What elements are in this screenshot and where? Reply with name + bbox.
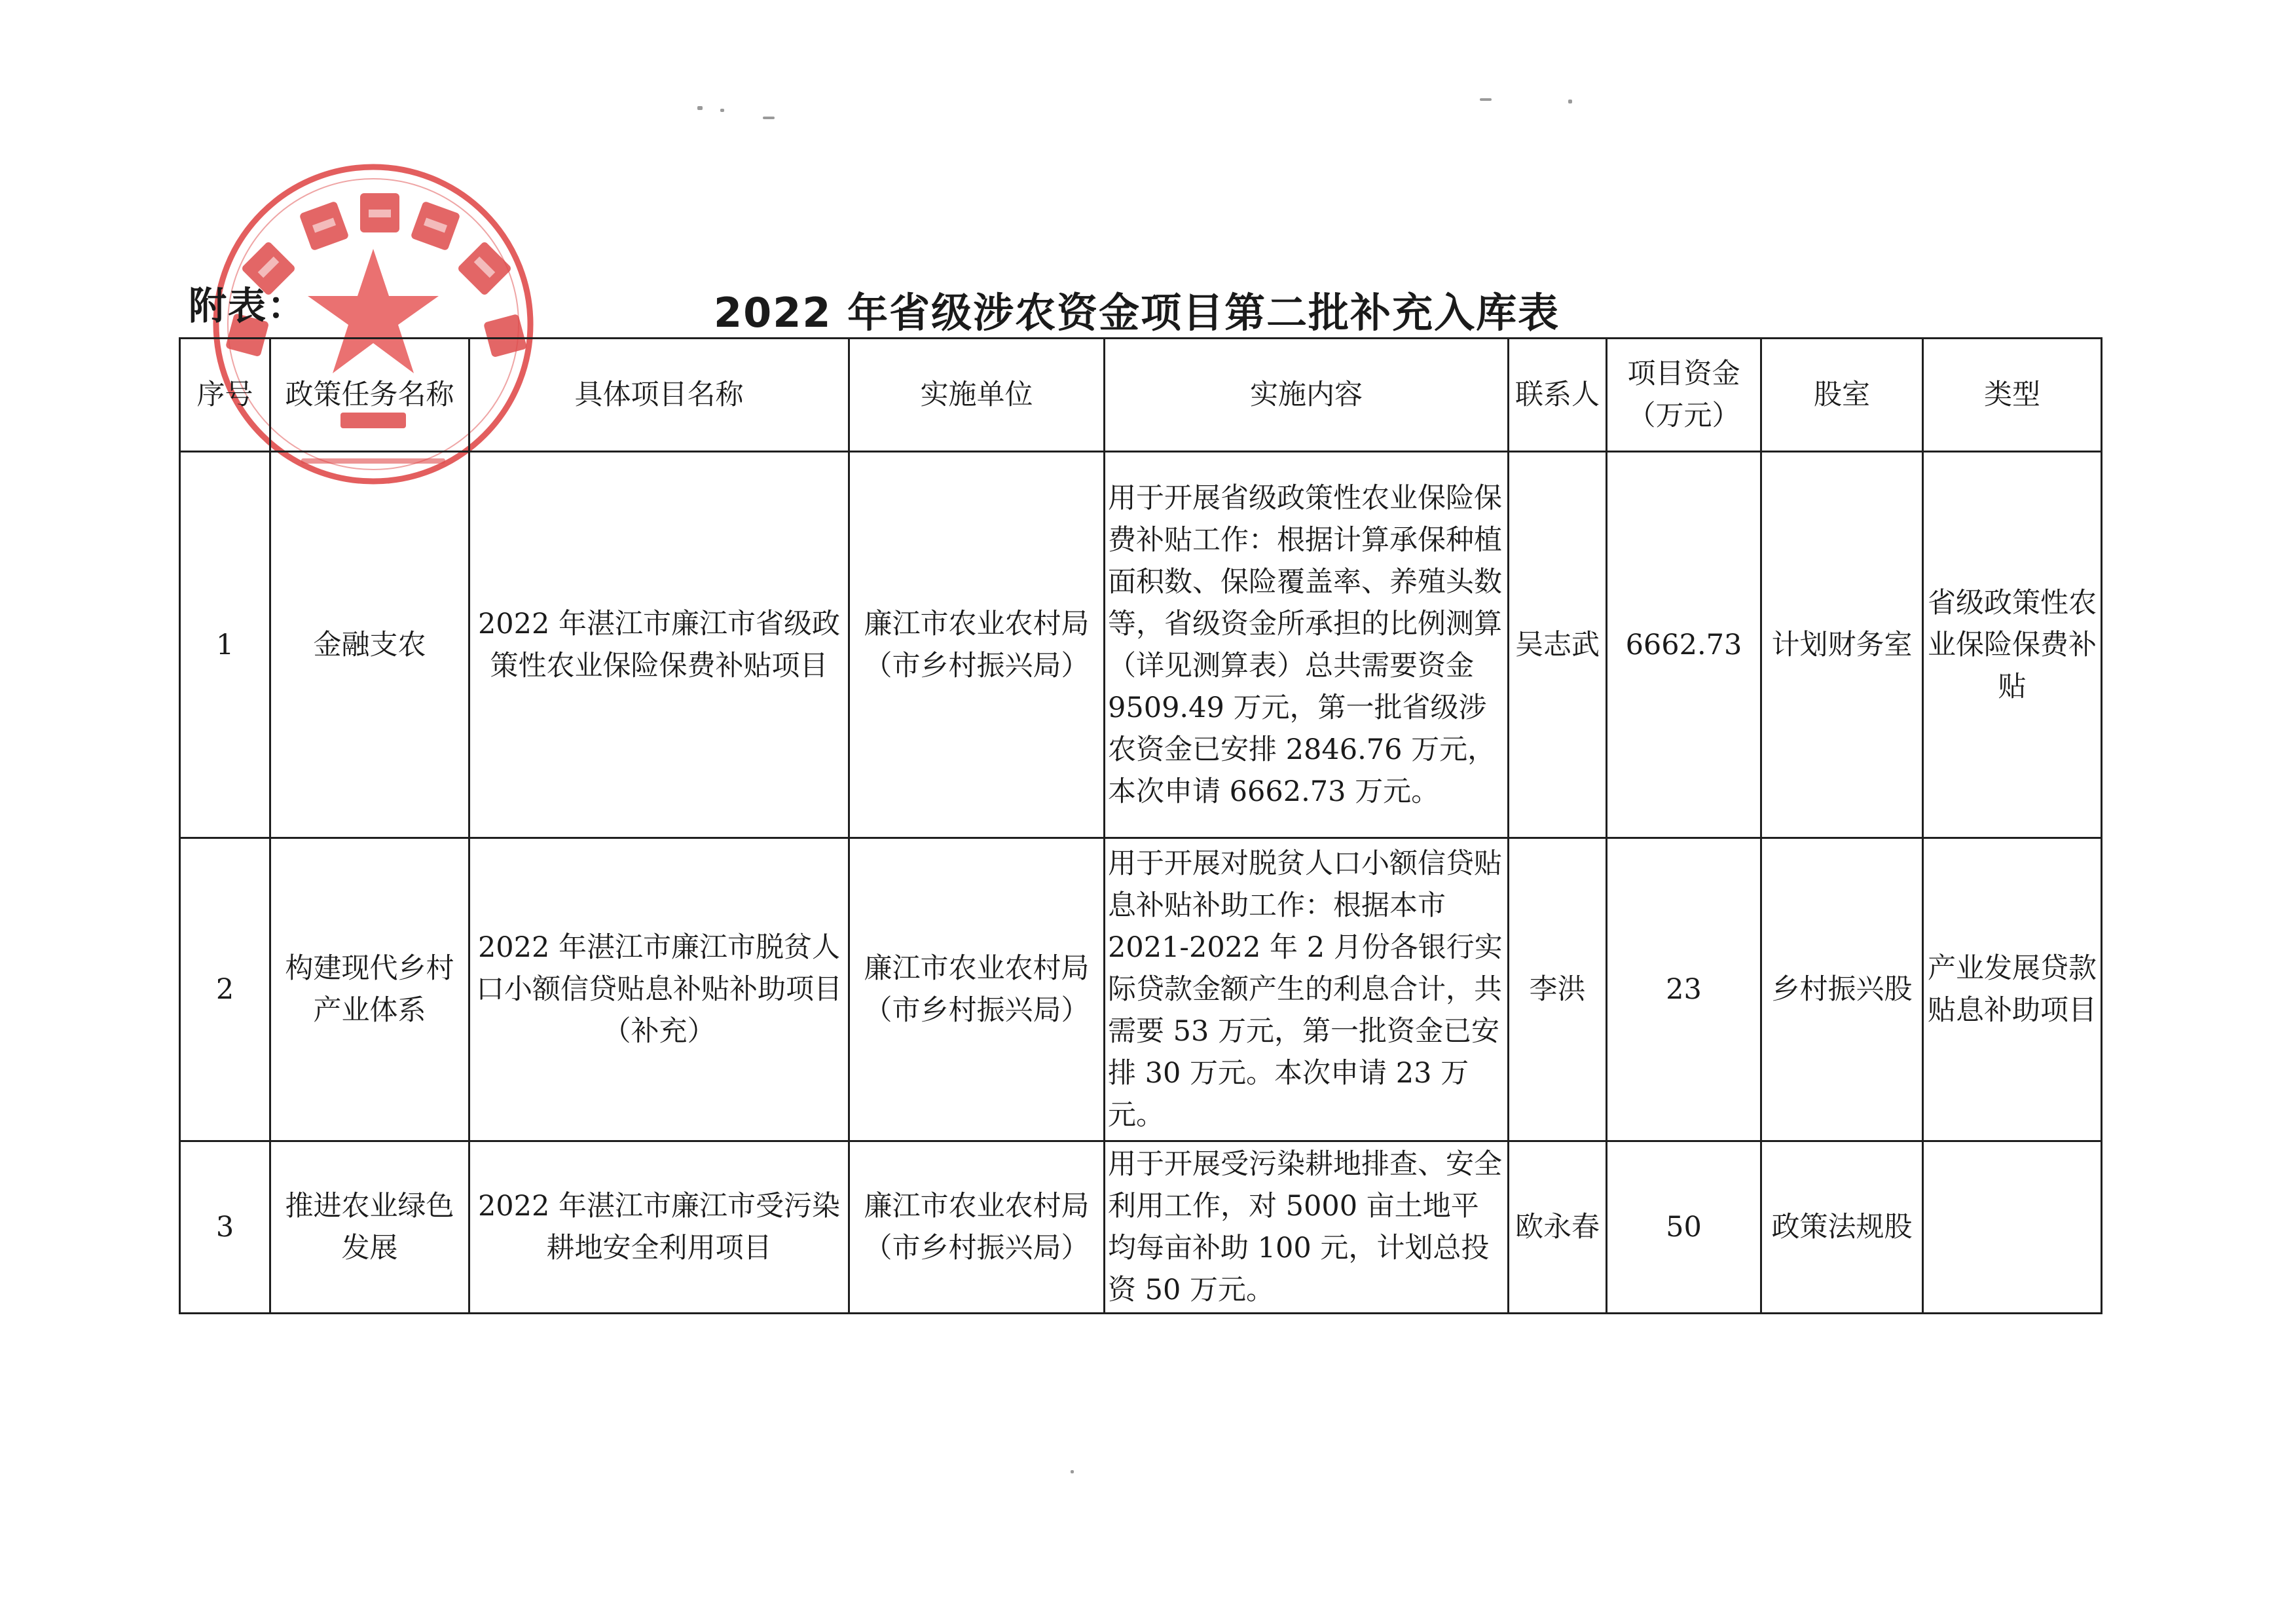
cell-contact: 李洪 xyxy=(1509,838,1607,1141)
header-content: 实施内容 xyxy=(1105,339,1509,452)
cell-content: 用于开展省级政策性农业保险保费补贴工作：根据计算承保种植面积数、保险覆盖率、养殖头数等，省级资金所承担的比例测算（详见测算表）总共需要资金 9509.49 万元，第一批省级涉农资金已安排 2846.76 万元，本次申请 6662.73 万元。 xyxy=(1105,452,1509,838)
cell-content: 用于开展对脱贫人口小额信贷贴息补贴补助工作：根据本市 2021-2022 年 2 月份各银行实际贷款金额产生的利息合计，共需要 53 万元，第一批资金已安排 30 万元。本次申请 23 万元。 xyxy=(1105,838,1509,1141)
cell-project: 2022 年湛江市廉江市受污染耕地安全利用项目 xyxy=(469,1141,849,1314)
cell-no: 1 xyxy=(180,452,270,838)
table-header-row xyxy=(180,339,2102,452)
header-funds: 项目资金（万元） xyxy=(1607,339,1761,452)
scan-speck xyxy=(697,106,703,110)
cell-content: 用于开展受污染耕地排查、安全利用工作，对 5000 亩土地平均每亩补助 100 元，计划总投资 50 万元。 xyxy=(1105,1141,1509,1314)
cell-contact: 吴志武 xyxy=(1509,452,1607,838)
header-task: 政策任务名称 xyxy=(270,339,469,452)
cell-contact: 欧永春 xyxy=(1509,1141,1607,1314)
scan-speck xyxy=(1568,100,1572,103)
cell-funds: 50 xyxy=(1607,1141,1761,1314)
cell-type: 省级政策性农业保险保费补贴 xyxy=(1923,452,2102,838)
cell-type xyxy=(1923,1141,2102,1314)
header-dept: 股室 xyxy=(1761,339,1923,452)
cell-dept: 政策法规股 xyxy=(1761,1141,1923,1314)
cell-dept: 计划财务室 xyxy=(1761,452,1923,838)
cell-task: 金融支农 xyxy=(270,452,469,838)
cell-no: 2 xyxy=(180,838,270,1141)
cell-project: 2022 年湛江市廉江市脱贫人口小额信贷贴息补贴补助项目（补充） xyxy=(469,838,849,1141)
cell-no: 3 xyxy=(180,1141,270,1314)
header-project: 具体项目名称 xyxy=(469,339,849,452)
table-row xyxy=(180,838,2102,1141)
cell-unit: 廉江市农业农村局（市乡村振兴局） xyxy=(849,1141,1105,1314)
table-row xyxy=(180,1141,2102,1314)
header-contact: 联系人 xyxy=(1509,339,1607,452)
scan-speck xyxy=(1071,1470,1074,1473)
cell-project: 2022 年湛江市廉江市省级政策性农业保险保费补贴项目 xyxy=(469,452,849,838)
cell-type: 产业发展贷款贴息补助项目 xyxy=(1923,838,2102,1141)
scan-speck xyxy=(720,109,724,112)
header-type: 类型 xyxy=(1923,339,2102,452)
attachment-label: 附表： xyxy=(189,284,307,328)
cell-unit: 廉江市农业农村局（市乡村振兴局） xyxy=(849,452,1105,838)
project-table xyxy=(179,337,2102,1314)
cell-task: 推进农业绿色发展 xyxy=(270,1141,469,1314)
cell-unit: 廉江市农业农村局（市乡村振兴局） xyxy=(849,838,1105,1141)
cell-task: 构建现代乡村产业体系 xyxy=(270,838,469,1141)
header-unit: 实施单位 xyxy=(849,339,1105,452)
cell-funds: 23 xyxy=(1607,838,1761,1141)
cell-dept: 乡村振兴股 xyxy=(1761,838,1923,1141)
document-title: 2022 年省级涉农资金项目第二批补充入库表 xyxy=(714,289,1560,337)
cell-funds: 6662.73 xyxy=(1607,452,1761,838)
scan-speck xyxy=(763,117,775,119)
scan-speck xyxy=(1480,98,1492,101)
table-row xyxy=(180,452,2102,838)
header-no: 序号 xyxy=(180,339,270,452)
